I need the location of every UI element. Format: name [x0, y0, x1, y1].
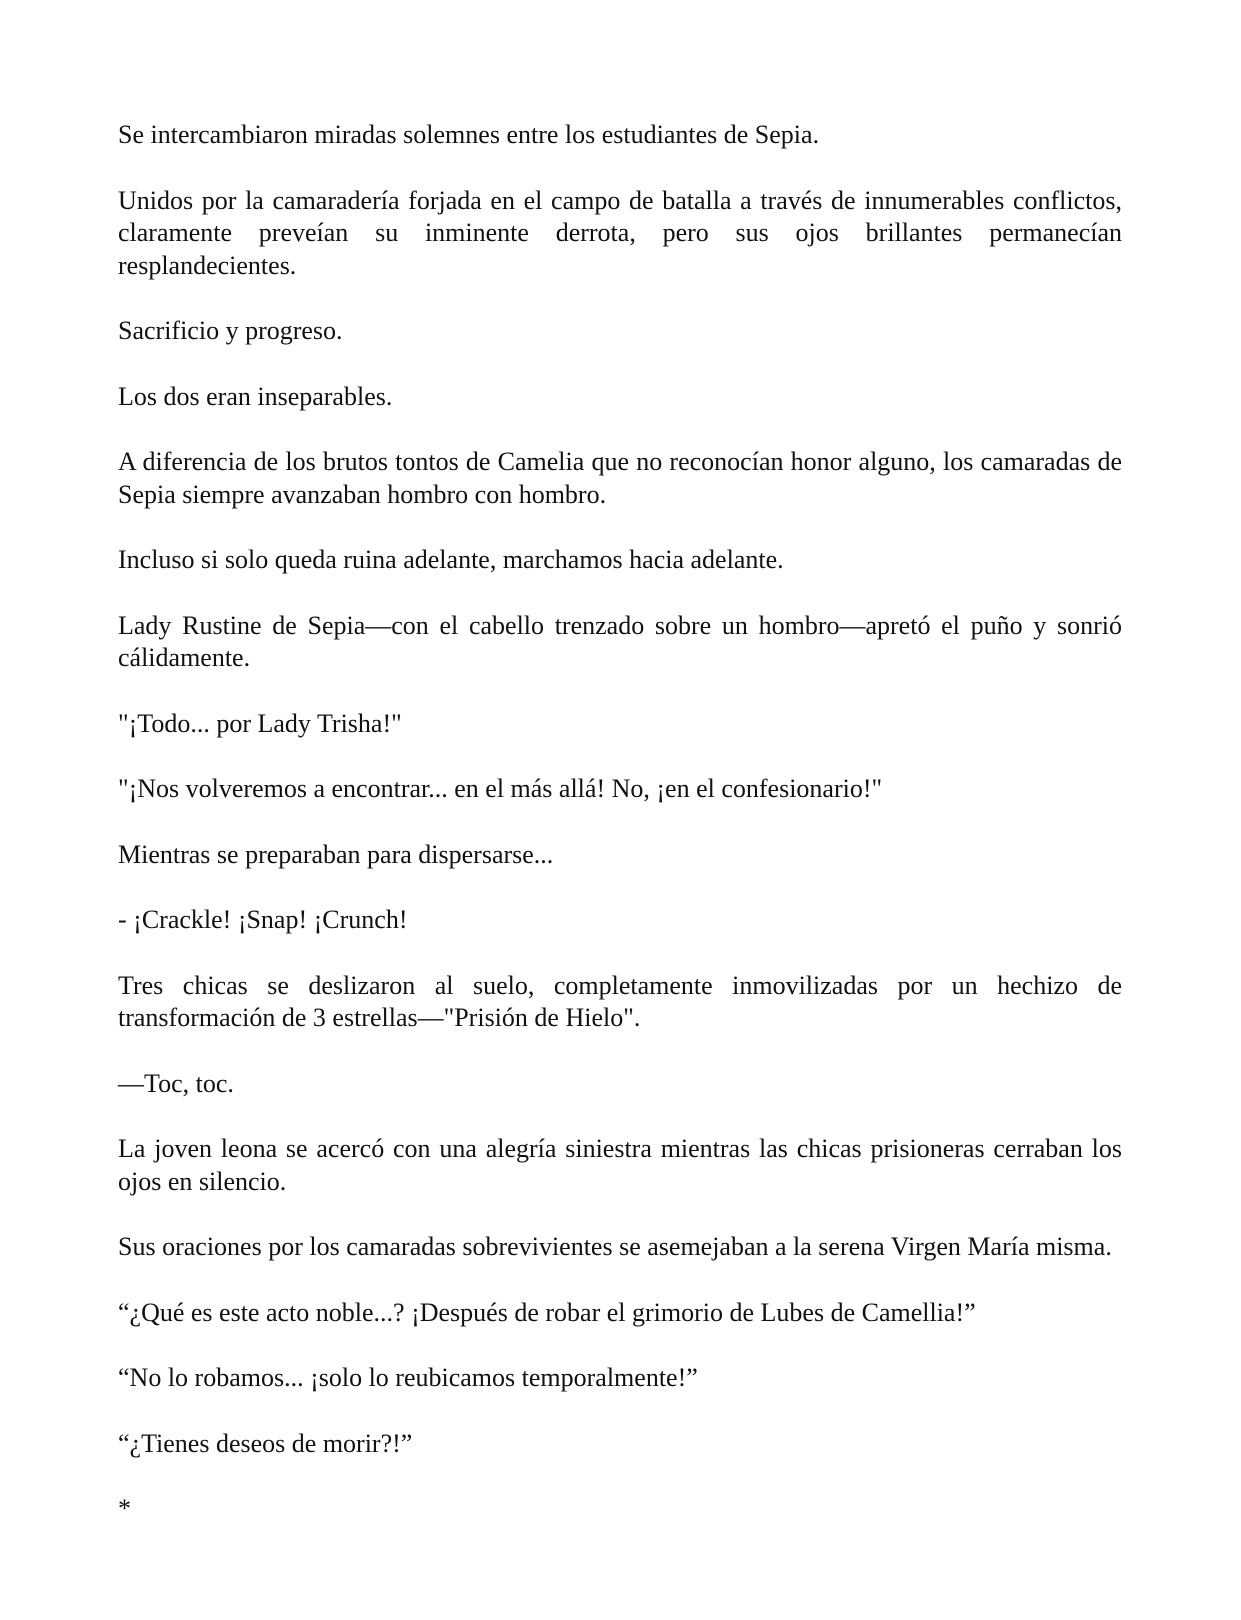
paragraph: Lady Rustine de Sepia—con el cabello trenzado sobre un hombro—apretó el puño y sonrió cálidamente. [118, 610, 1122, 672]
paragraph: Incluso si solo queda ruina adelante, marchamos hacia adelante. [118, 545, 784, 574]
dialogue-line: “¿Qué es este acto noble...? ¡Después de robar el grimorio de Lubes de Camellia!” [118, 1297, 976, 1327]
paragraph: Se intercambiaron miradas solemnes entre los estudiantes de Sepia. [118, 120, 820, 149]
paragraph: Unidos por la camaradería forjada en el campo de batalla a través de innumerables conflictos, claramente preveían su inminente derrota, pero sus ojos brillantes permanecían resplandecientes. [118, 185, 1122, 280]
dialogue-line: "¡Nos volveremos a encontrar... en el más allá! No, ¡en el confesionario!" [118, 774, 883, 803]
dialogue-line: “No lo robamos... ¡solo lo reubicamos temporalmente!” [118, 1363, 698, 1392]
paragraph: A diferencia de los brutos tontos de Camelia que no reconocían honor alguno, los camaradas de Sepia siempre avanzaban hombro con hombro. [118, 447, 1122, 509]
paragraph: Los dos eran inseparables. [118, 381, 393, 411]
dialogue-line: “¿Tienes deseos de morir?!” [118, 1428, 413, 1458]
paragraph: Tres chicas se deslizaron al suelo, completamente inmovilizadas por un hechizo de transformación de 3 estrellas—"Prisión de Hielo". [118, 970, 1122, 1032]
body-text [118, 119, 1122, 1526]
paragraph: Mientras se preparaban para dispersarse... [118, 839, 554, 869]
sound-effect-line: - ¡Crackle! ¡Snap! ¡Crunch! [118, 905, 408, 934]
paragraph: Sus oraciones por los camaradas sobrevivientes se asemejaban a la serena Virgen María misma. [118, 1232, 1112, 1261]
sound-effect-line: —Toc, toc. [118, 1068, 234, 1098]
scene-break-marker: * [118, 1494, 131, 1523]
paragraph: La joven leona se acercó con una alegría siniestra mientras las chicas prisioneras cerraban los ojos en silencio. [118, 1134, 1122, 1196]
paragraph: Sacrificio y progreso. [118, 316, 343, 345]
dialogue-line: "¡Todo... por Lady Trisha!" [118, 708, 402, 738]
